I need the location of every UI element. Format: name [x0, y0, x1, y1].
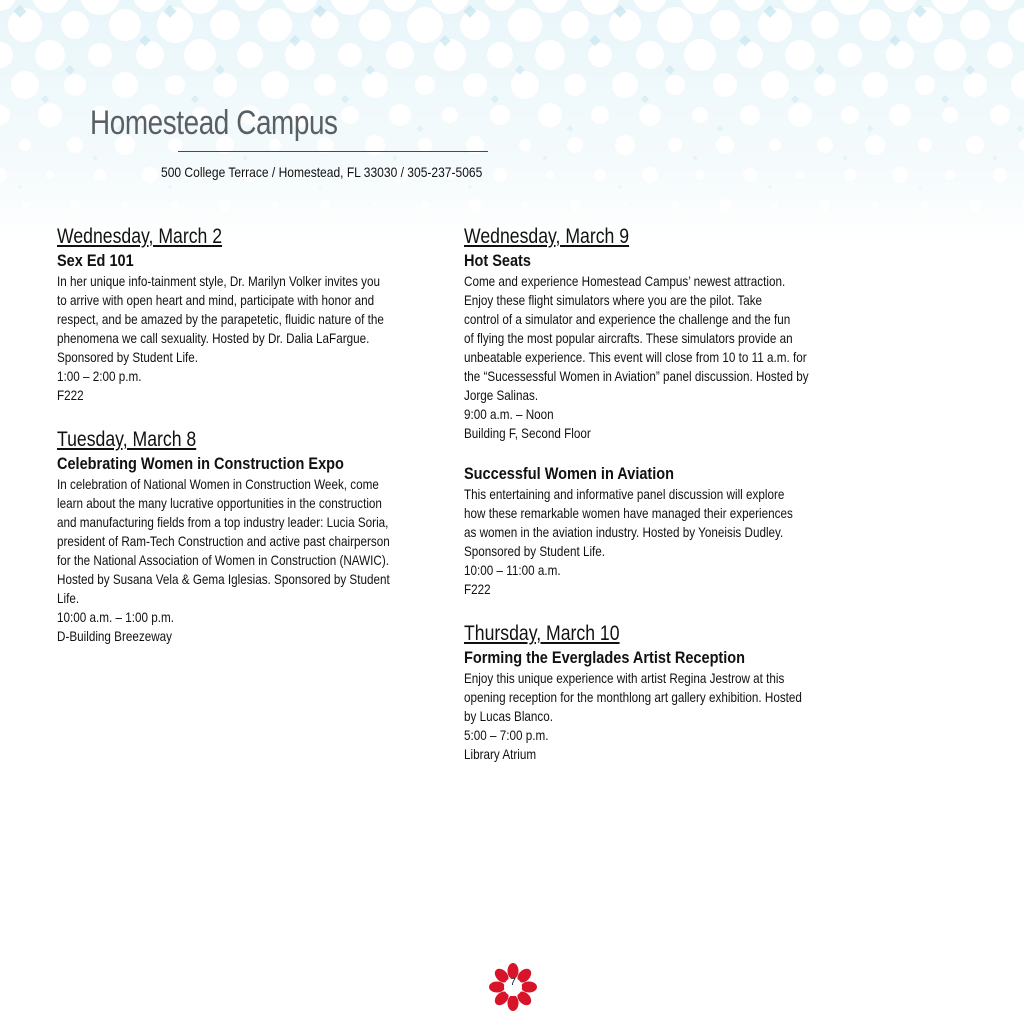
event-line: Life. [57, 591, 80, 606]
event-location: F222 [464, 582, 491, 597]
event-time: 10:00 a.m. – 1:00 p.m. [57, 610, 174, 625]
event-line: the “Sucessessful Women in Aviation” panel discussion. Hosted by [464, 369, 809, 384]
title-divider [178, 151, 488, 152]
event-line: In her unique info-tainment style, Dr. Marilyn Volker invites you [57, 274, 380, 289]
event-location: D-Building Breezeway [57, 629, 173, 644]
event-line: Sponsored by Student Life. [57, 350, 199, 365]
event-line: In celebration of National Women in Construction Week, come [57, 477, 379, 492]
event-section [464, 224, 884, 443]
page-number-badge [485, 960, 541, 1016]
event-line: learn about the many lucrative opportunities in the construction [57, 496, 382, 511]
event-line: of flying the most popular aircrafts. These simulators provide an [464, 331, 793, 346]
page-number: 7 [510, 977, 516, 988]
page-header [0, 0, 1024, 200]
event-time: 10:00 – 11:00 a.m. [464, 563, 561, 578]
event-line: Enjoy this unique experience with artist Regina Jestrow at this [464, 671, 785, 686]
event-line: Come and experience Homestead Campus’ newest attraction. [464, 274, 786, 289]
event-date: Tuesday, March 8 [57, 428, 197, 451]
flower-logo-icon [485, 960, 541, 1016]
event-section [57, 224, 477, 405]
event-line: president of Ram-Tech Construction and active past chairperson [57, 534, 390, 549]
event-line: respect, and be amazed by the parapetetic, fluidic nature of the [57, 312, 384, 327]
event-section [57, 427, 477, 646]
event-line: to arrive with open heart and mind, participate with honor and [57, 293, 375, 308]
event-line: for the National Association of Women in Construction (NAWIC). [57, 553, 390, 568]
event-line: unbeatable experience. This event will close from 10 to 11 a.m. for [464, 350, 807, 365]
event-title: Successful Women in Aviation [464, 465, 675, 483]
event-title: Sex Ed 101 [57, 252, 134, 270]
campus-address: 500 College Terrace / Homestead, FL 33030 / 305-237-5065 [161, 164, 483, 180]
page-title: Homestead Campus [90, 104, 338, 142]
event-line: Enjoy these flight simulators where you are the pilot. Take [464, 293, 763, 308]
event-title: Celebrating Women in Construction Expo [57, 455, 344, 473]
event-line: as women in the aviation industry. Hosted by Yoneisis Dudley. [464, 525, 784, 540]
event-line: by Lucas Blanco. [464, 709, 554, 724]
event-line: control of a simulator and experience the challenge and the fun [464, 312, 791, 327]
event-date: Thursday, March 10 [464, 622, 620, 645]
right-column [464, 224, 884, 764]
event-line: Jorge Salinas. [464, 388, 539, 403]
event-line: This entertaining and informative panel discussion will explore [464, 487, 785, 502]
event-title: Hot Seats [464, 252, 531, 270]
event-time: 5:00 – 7:00 p.m. [464, 728, 549, 743]
left-column [57, 224, 477, 646]
event-location: F222 [57, 388, 84, 403]
event-location: Building F, Second Floor [464, 426, 591, 441]
event-date: Wednesday, March 9 [464, 225, 630, 248]
flower-petal [508, 995, 519, 1011]
event-time: 1:00 – 2:00 p.m. [57, 369, 142, 384]
event-time: 9:00 a.m. – Noon [464, 407, 554, 422]
event-line: and manufacturing fields from a top industry leader: Lucia Soria, [57, 515, 389, 530]
event-date: Wednesday, March 2 [57, 225, 223, 248]
event-section [464, 621, 884, 764]
event-section [464, 463, 884, 599]
event-line: phenomena we call sexuality. Hosted by Dr. Dalia LaFargue. [57, 331, 370, 346]
event-title: Forming the Everglades Artist Reception [464, 649, 746, 667]
event-line: opening reception for the monthlong art gallery exhibition. Hosted [464, 690, 802, 705]
event-line: how these remarkable women have managed their experiences [464, 506, 793, 521]
event-line: Hosted by Susana Vela & Gema Iglesias. Sponsored by Student [57, 572, 390, 587]
event-location: Library Atrium [464, 747, 537, 762]
event-line: Sponsored by Student Life. [464, 544, 606, 559]
